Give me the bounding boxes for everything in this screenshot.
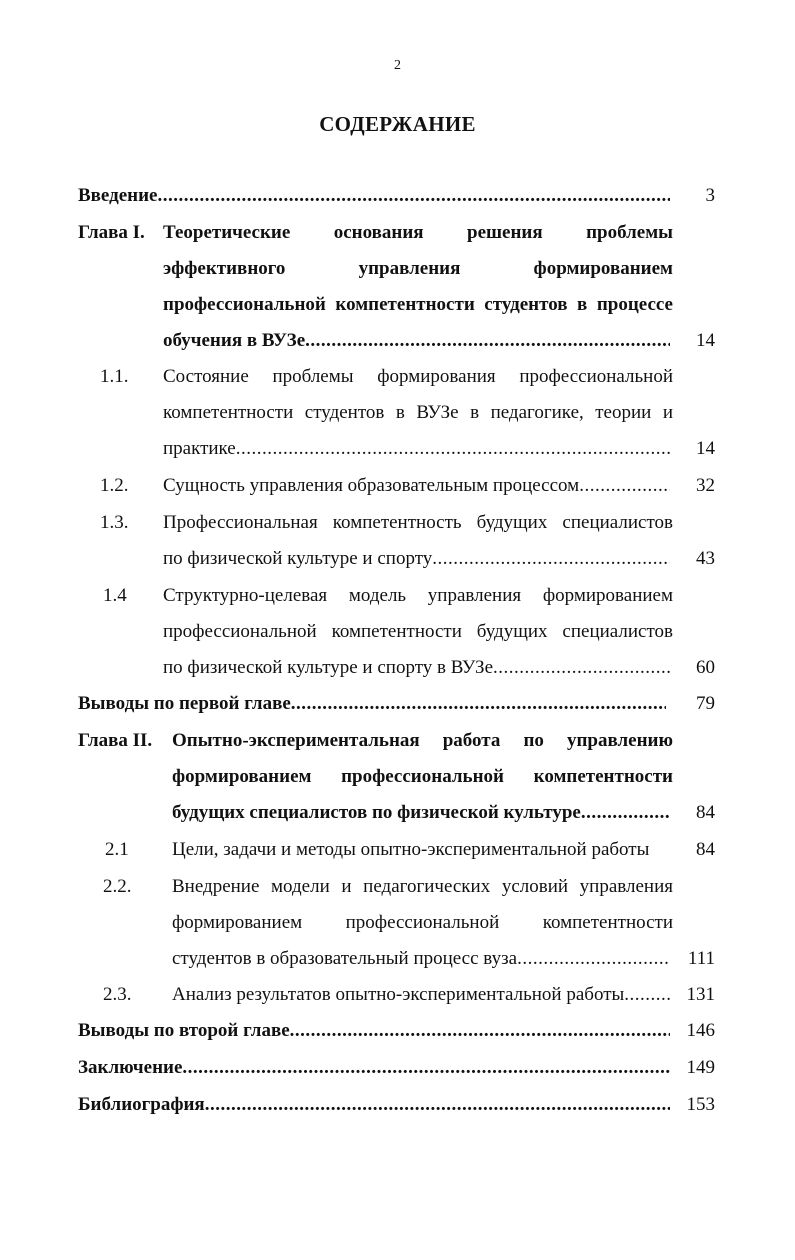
section-1-2-line[interactable] [163,468,670,504]
toc-page-1-2: 32 [696,475,715,496]
chapter-label-1: Глава I. [78,222,145,243]
leader-dots [236,431,670,467]
toc-entry-conclusion-text: Заключение [78,1057,183,1078]
chapter-2-title-line[interactable]: формированием профессиональной компетентности [172,766,673,787]
toc-entry-conclusions-1[interactable] [78,686,666,722]
chapter-1-title-line[interactable] [163,323,670,359]
leader-dots [432,541,670,577]
section-2-2-line[interactable]: формированием профессиональной компетентности [172,912,673,933]
toc-entry-intro-text: Введение [78,185,158,206]
leader-dots [158,178,671,214]
toc-page-conclusion: 149 [686,1057,715,1078]
toc-page-conclusions-1: 79 [696,693,715,714]
toc-entry-bibliography-text: Библиография [78,1094,205,1115]
section-2-3-line[interactable] [172,977,670,1013]
section-2-2-line[interactable] [172,941,670,977]
toc-page-1-1: 14 [696,438,715,459]
chapter-label-2: Глава II. [78,730,153,751]
section-1-1-line[interactable]: Состояние проблемы формирования профессиональной [163,366,673,387]
toc-page-intro: 3 [705,185,715,206]
section-number-2-3: 2.3. [103,984,132,1005]
chapter-2-title-line[interactable]: Опытно-экспериментальная работа по управлению [172,730,673,751]
leader-dots [517,941,670,977]
section-1-4-end: по физической культуре и спорту в ВУЗе [163,657,494,678]
section-2-1-line[interactable]: Цели, задачи и методы опытно-экспериментальной работы [172,839,650,860]
section-1-2-text: Сущность управления образовательным процессом [163,475,580,496]
section-2-3-text: Анализ результатов опытно-экспериментальной работы [172,984,625,1005]
section-number-1-1: 1.1. [100,366,129,387]
toc-entry-conclusion[interactable] [78,1050,670,1086]
chapter-1-title-line[interactable]: профессиональной компетентности студентов в процессе [163,294,673,315]
section-1-3-line[interactable] [163,541,670,577]
section-number-1-3: 1.3. [100,512,129,533]
chapter-2-title-line[interactable] [172,795,670,831]
section-number-1-2: 1.2. [100,475,129,496]
section-1-4-line[interactable]: Структурно-целевая модель управления формированием [163,585,673,606]
section-number-2-2: 2.2. [103,876,132,897]
section-number-2-1: 2.1 [105,839,129,860]
toc-entry-intro[interactable] [78,178,670,214]
toc-entry-conclusions-1-text: Выводы по первой главе [78,693,291,714]
toc-entry-conclusions-2[interactable] [78,1013,670,1049]
section-1-3-end: по физической культуре и спорту [163,548,433,569]
toc-page-chapter-1: 14 [696,330,715,351]
leader-dots [305,323,670,359]
section-1-1-line[interactable]: компетентности студентов в ВУЗе в педагогике, теории и [163,402,673,423]
chapter-1-title-line[interactable]: эффективного управления формированием [163,258,673,279]
section-2-2-line[interactable]: Внедрение модели и педагогических условий управления [172,876,673,897]
leader-dots [493,650,670,686]
toc-page-2-3: 131 [686,984,715,1005]
toc-page-chapter-2: 84 [696,802,715,823]
chapter-1-title-end: обучения в ВУЗе [163,330,306,351]
toc-page-2-2: 111 [687,948,715,969]
toc-entry-conclusions-2-text: Выводы по второй главе [78,1020,290,1041]
leader-dots [182,1050,670,1086]
chapter-1-title-line[interactable]: Теоретические основания решения проблемы [163,222,673,243]
toc-page-1-4: 60 [696,657,715,678]
leader-dots [205,1087,670,1123]
leader-dots [290,1013,670,1049]
toc-page-2-1: 84 [696,839,715,860]
leader-dots [291,686,666,722]
section-2-2-end: студентов в образовательный процесс вуза [172,948,518,969]
section-number-1-4: 1.4 [103,585,127,606]
page-title: СОДЕРЖАНИЕ [319,112,476,136]
toc-entry-bibliography[interactable] [78,1087,670,1123]
section-1-3-line[interactable]: Профессиональная компетентность будущих специалистов [163,512,673,533]
section-1-1-line[interactable] [163,431,670,467]
chapter-2-title-end: будущих специалистов по физической культуре [172,802,581,823]
toc-page-bibliography: 153 [686,1094,715,1115]
section-1-4-line[interactable] [163,650,670,686]
toc-page-1-3: 43 [696,548,715,569]
toc-page-conclusions-2: 146 [686,1020,715,1041]
page-number: 2 [394,58,401,73]
section-1-4-line[interactable]: профессиональной компетентности будущих специалистов [163,621,673,642]
section-1-1-end: практике [163,438,236,459]
